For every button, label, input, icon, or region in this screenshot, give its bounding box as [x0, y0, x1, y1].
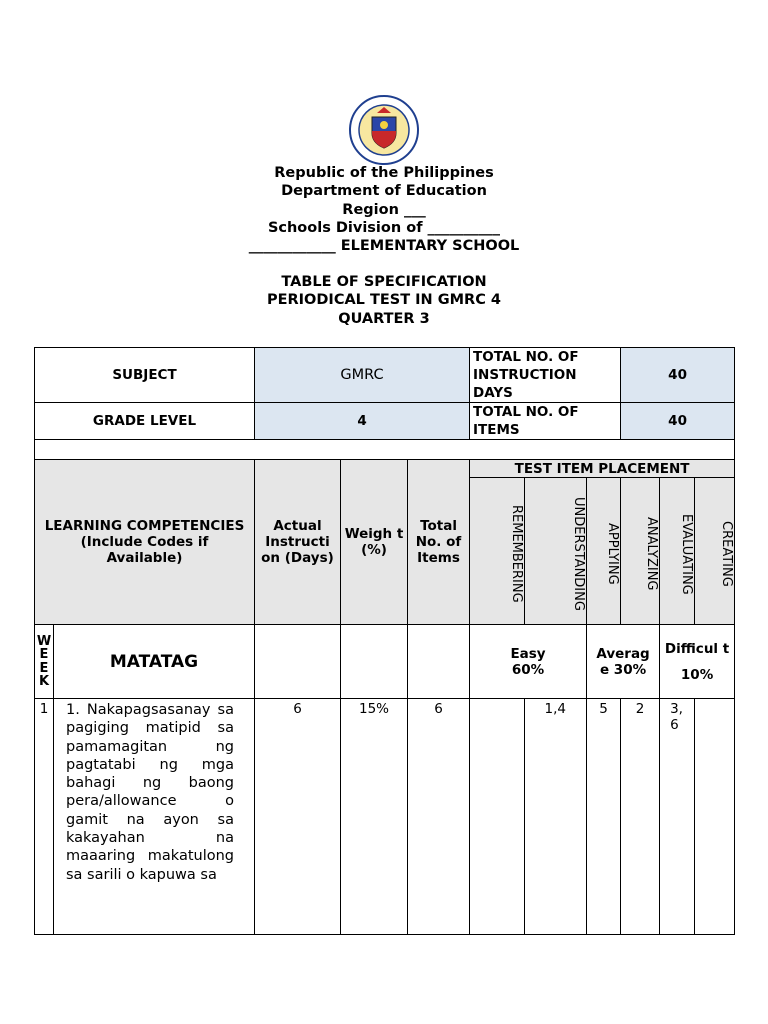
row-applying: 5 — [587, 699, 621, 935]
header-line-republic: Republic of the Philippines — [274, 165, 494, 181]
items-label: TOTAL NO. OF ITEMS — [470, 403, 621, 440]
row-items: 6 — [408, 699, 470, 935]
week-header: W E E K — [35, 625, 54, 699]
weight-header: Weigh t (%) — [341, 460, 408, 625]
subheader-blank-weight — [341, 625, 408, 699]
specification-table — [34, 347, 735, 935]
row-weight: 15% — [341, 699, 408, 935]
items-value: 40 — [621, 403, 735, 440]
subheader-blank-items — [408, 625, 470, 699]
level-analyzing: ANALYZING — [621, 478, 660, 625]
subheader-blank-days — [255, 625, 341, 699]
actual-days-header: Actual Instructi on (Days) — [255, 460, 341, 625]
row-evaluating: 3, 6 — [660, 699, 695, 935]
grade-label: GRADE LEVEL — [35, 403, 255, 440]
total-items-header: Total No. of Items — [408, 460, 470, 625]
placement-header: TEST ITEM PLACEMENT — [470, 460, 735, 478]
header-line-department: Department of Education — [281, 183, 487, 200]
days-value: 40 — [621, 348, 735, 403]
row-analyzing: 2 — [621, 699, 660, 935]
header-line-division: Schools Division of __________ — [267, 219, 501, 236]
title-line-quarter: QUARTER 3 — [338, 310, 430, 327]
table-row — [35, 699, 735, 935]
average-label: Averag e 30% — [587, 625, 660, 699]
level-remembering: REMEMBERING — [470, 478, 525, 625]
title-line-test: PERIODICAL TEST IN GMRC 4 — [266, 292, 502, 309]
row-remembering — [470, 699, 525, 935]
days-label: TOTAL NO. OF INSTRUCTION DAYS — [470, 348, 621, 403]
row-week: 1 — [35, 699, 54, 935]
title-line-tos: TABLE OF SPECIFICATION — [281, 274, 487, 290]
deped-seal — [349, 95, 419, 165]
level-evaluating: EVALUATING — [660, 478, 695, 625]
header-line-school: ____________ ELEMENTARY SCHOOL — [248, 238, 520, 255]
curriculum-label: MATATAG — [54, 625, 255, 699]
subject-value: GMRC — [255, 348, 470, 403]
row-competency: 1. Nakapagsasanay sa pagiging matipid sa pamamagitan ng pagtatabi ng mga bahagi ng baong pera/allowance o gamit na ayon sa kakayahan na maaaring makatulong sa sarili o kapuwa sa — [54, 699, 255, 935]
document-title — [0, 273, 768, 328]
row-days: 6 — [255, 699, 341, 935]
level-understanding: UNDERSTANDING — [525, 478, 587, 625]
easy-label: Easy 60% — [470, 625, 587, 699]
grade-value: 4 — [255, 403, 470, 440]
competencies-header: LEARNING COMPETENCIES (Include Codes if Available) — [35, 460, 255, 625]
subject-label: SUBJECT — [35, 348, 255, 403]
header-line-region: Region ___ — [342, 201, 426, 218]
header-lines — [0, 164, 768, 255]
row-creating — [695, 699, 735, 935]
spacer-row — [35, 440, 735, 460]
level-creating: CREATING — [695, 478, 735, 625]
difficult-label: Difficul t 10% — [660, 625, 735, 699]
level-applying: APPLYING — [587, 478, 621, 625]
row-understanding: 1,4 — [525, 699, 587, 935]
